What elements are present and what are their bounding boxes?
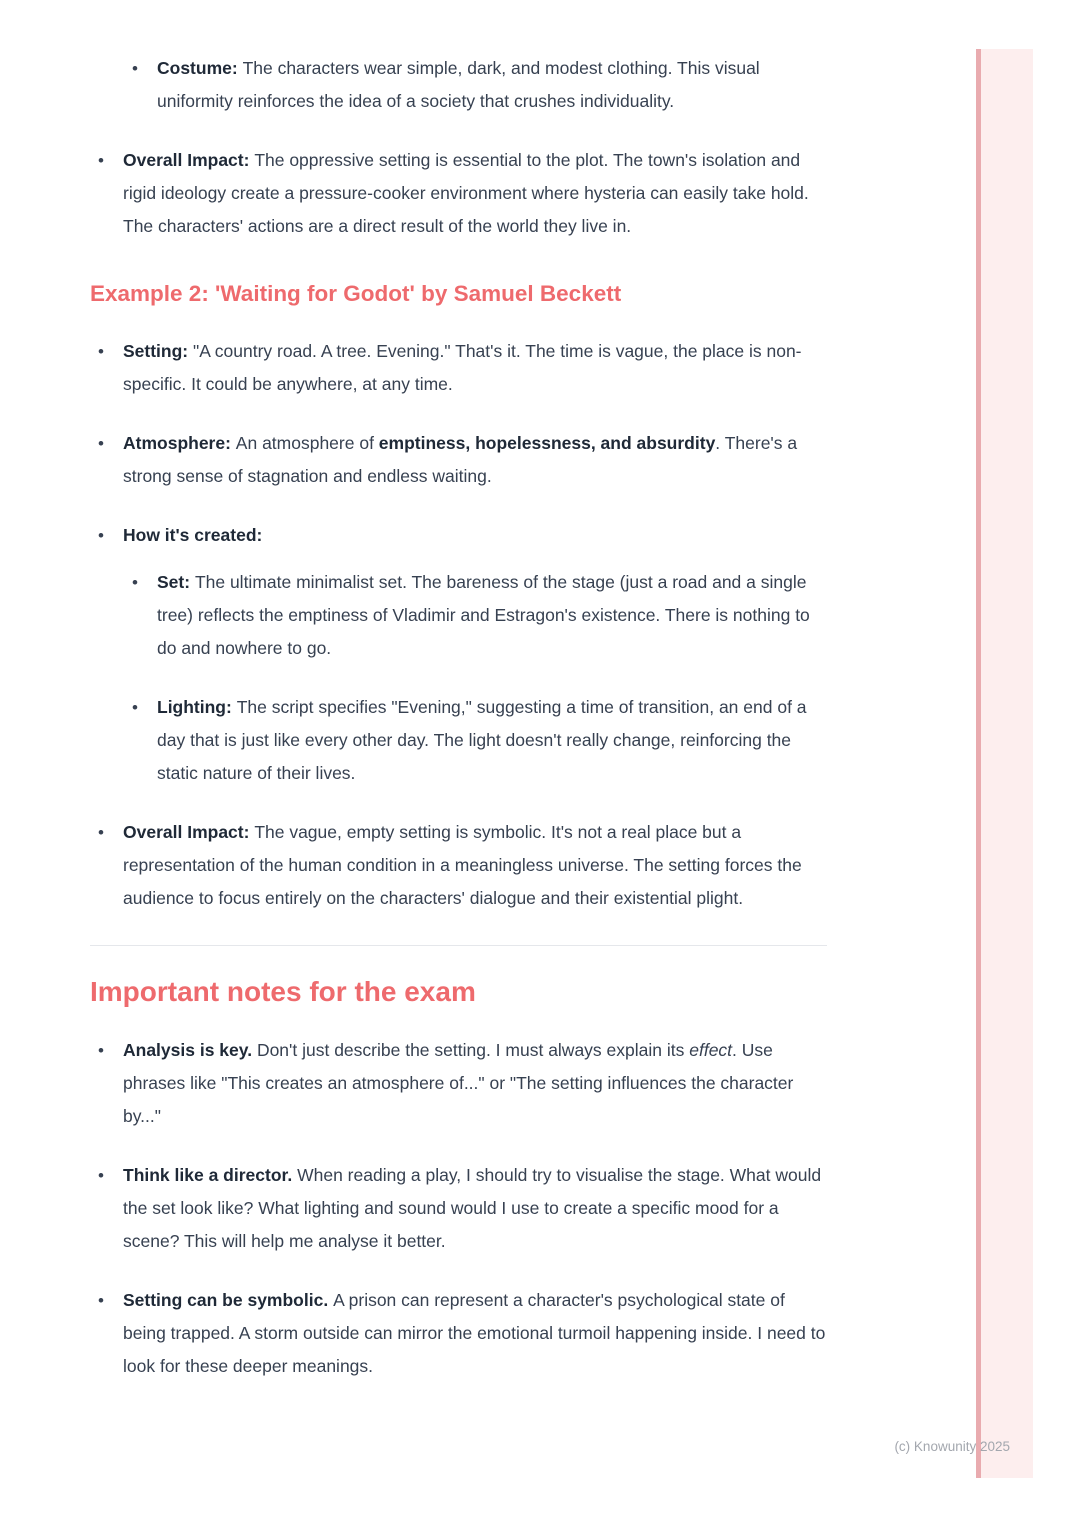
bullet-icon: •	[98, 1041, 104, 1060]
list-item-text: Lighting: The script specifies "Evening," suggesting a time of transition, an end of a day that is just like every other day. The light doesn't really change, reinforcing the static nature of their lives.	[157, 697, 807, 783]
bullet-icon: •	[132, 573, 138, 592]
list-item-text: Think like a director. When reading a play, I should try to visualise the stage. What would the set look like? What lighting and sound would I use to create a specific mood for a scene? This will help me analyse it better.	[123, 1165, 822, 1251]
section-divider	[90, 945, 827, 946]
bullet-icon: •	[98, 823, 104, 842]
list-item-text: Setting can be symbolic. A prison can represent a character's psychological state of being trapped. A storm outside can mirror the emotional turmoil happening inside. I need to look for these deeper meanings.	[123, 1290, 826, 1376]
list-item-text: Set: The ultimate minimalist set. The bareness of the stage (just a road and a single tree) reflects the emptiness of Vladimir and Estragon's existence. There is nothing to do and nowhere to go.	[157, 572, 810, 658]
list-item	[90, 816, 827, 915]
list-item-text: Overall Impact: The oppressive setting is essential to the plot. The town's isolation and rigid ideology create a pressure-cooker environment where hysteria can easily take hold. The characters' actions are a direct result of the world they live in.	[123, 150, 809, 236]
list-item-text: Costume: The characters wear simple, dark, and modest clothing. This visual uniformity reinforces the idea of a society that crushes individuality.	[157, 58, 760, 111]
list-item	[90, 1034, 827, 1133]
bullet-icon: •	[98, 1291, 104, 1310]
bullet-icon: •	[98, 434, 104, 453]
watermark: (c) Knowunity 2025	[894, 1439, 1010, 1454]
page-edge-highlight-bar	[976, 49, 1033, 1478]
bullet-icon: •	[98, 526, 104, 545]
bullet-icon: •	[98, 342, 104, 361]
list-item	[124, 566, 827, 665]
bullet-icon: •	[98, 151, 104, 170]
list-item	[124, 52, 827, 118]
list-item-text: Setting: "A country road. A tree. Evening." That's it. The time is vague, the place is non-specific. It could be anywhere, at any time.	[123, 341, 802, 394]
bullet-icon: •	[132, 59, 138, 78]
list-item	[90, 335, 827, 401]
bullet-icon: •	[132, 698, 138, 717]
list-item-text: Atmosphere: An atmosphere of emptiness, hopelessness, and absurdity. There's a strong sense of stagnation and endless waiting.	[123, 433, 798, 486]
section-heading: Important notes for the exam	[90, 976, 476, 1007]
list-item-text: How it's created:	[123, 525, 263, 545]
section-heading: Example 2: 'Waiting for Godot' by Samuel Beckett	[90, 281, 622, 306]
list-item	[90, 1284, 827, 1383]
list-item	[90, 144, 827, 243]
list-item-text: Overall Impact: The vague, empty setting is symbolic. It's not a real place but a representation of the human condition in a meaningless universe. The setting forces the audience to focus entirely on the characters' dialogue and their existential plight.	[123, 822, 802, 908]
list-item	[90, 519, 827, 552]
list-item	[90, 427, 827, 493]
bullet-icon: •	[98, 1166, 104, 1185]
document-content	[90, 52, 827, 1409]
list-item	[90, 1159, 827, 1258]
list-item-text: Analysis is key. Don't just describe the setting. I must always explain its effect. Use phrases like "This creates an atmosphere of..." or "The setting influences the character by..."	[123, 1040, 794, 1126]
list-item	[124, 691, 827, 790]
